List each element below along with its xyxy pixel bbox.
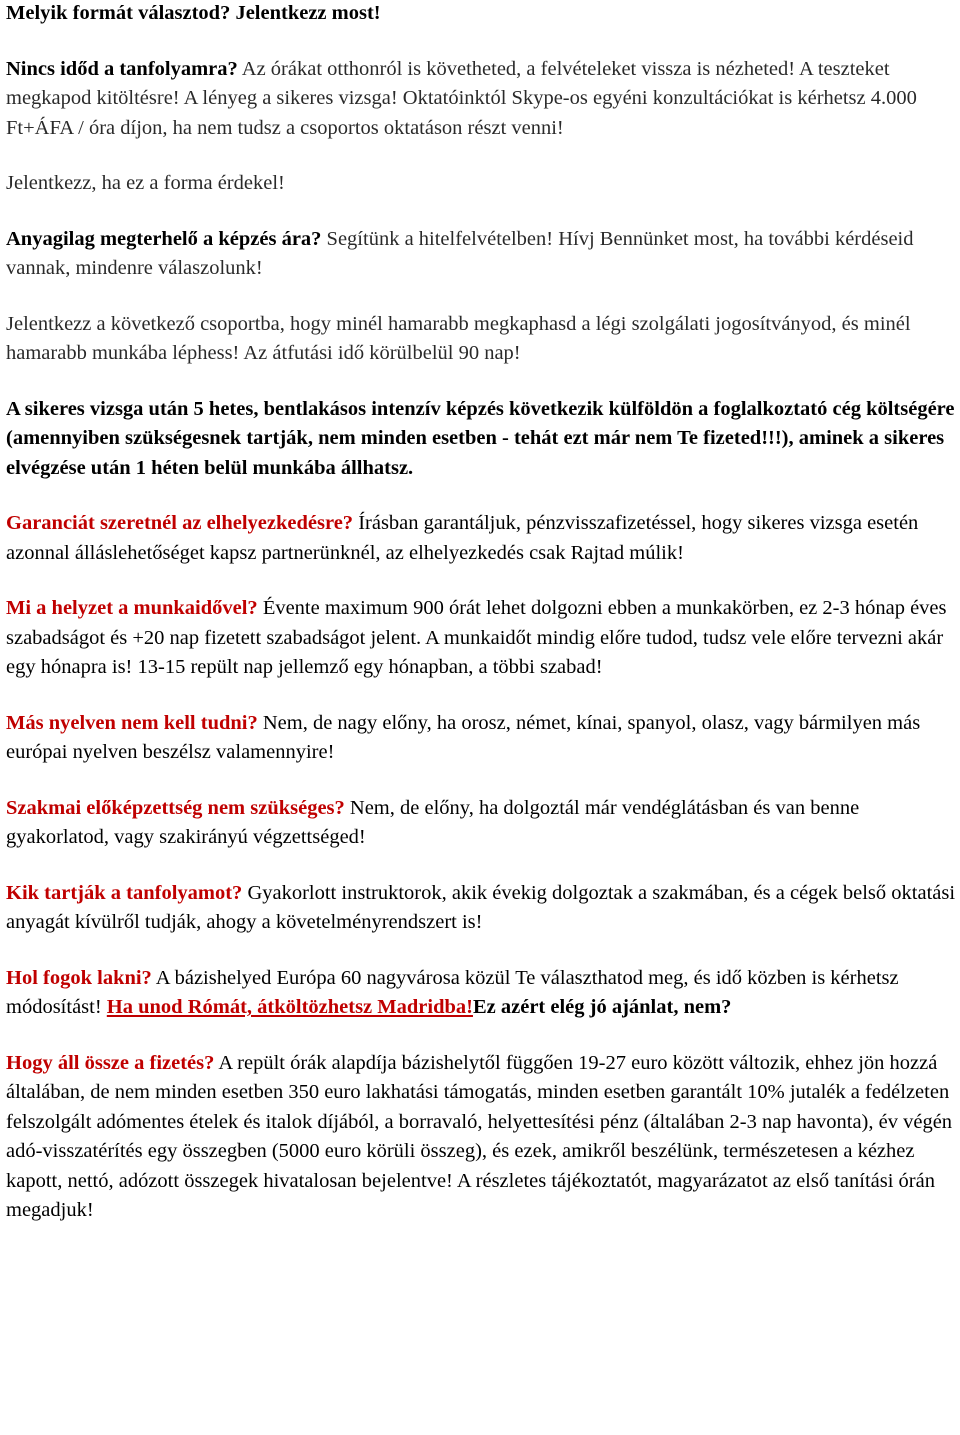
paragraph-salary [6, 1049, 960, 1226]
text-span: A sikeres vizsga után 5 hetes, bentlakásos intenzív képzés következik külföldön a foglalkoztató cég költségére (amennyiben szükségesnek tartják, nem minden esetben - tehát ezt már nem Te fizeted!!!), aminek a sikeres elvégzése után 1 héten belül munkába állhatsz. [6, 397, 955, 479]
document-body [6, 0, 960, 1226]
paragraph-instructors [6, 879, 960, 938]
paragraph-working-hours [6, 594, 960, 683]
question-highlight: Hogy áll össze a fizetés? [6, 1051, 215, 1074]
highlight-underlined-text: Ha unod Rómát, átköltözhetsz Madridba! [106, 996, 473, 1018]
text-span: Írásban garantáljuk, pénzvisszafizetéssel, hogy sikeres vizsga esetén azonnal álláslehetőséget kapsz partnerünknél, az elhelyezkedés csak Rajtad múlik! [6, 512, 919, 564]
text-span: Nem, de nagy előny, ha orosz, német, kínai, spanyol, olasz, vagy bármilyen más európai nyelven beszélsz valamennyire! [6, 711, 921, 763]
paragraph-apply-format [6, 169, 960, 199]
question-highlight: Kik tartják a tanfolyamot? [6, 881, 243, 904]
paragraph-languages [6, 709, 960, 768]
text-span: A repült órák alapdíja bázishelytől függően 19-27 euro között változik, ehhez jön hozzá általában, de nem minden esetben 350 euro lakhatási támogatás, minden esetben garantált 10% jutalék a fedélzeten felszolgált adómentes ételek és italok díjából, a borravaló, helyettesítési pénz (általában 2-3 nap havonta), év végén adó-visszatérítés egy összegben (5000 euro körüli összeg), és ezek, amikről beszélünk, természetesen a kézhez kapott, nettó, adózott összegek hivatalosan bejelentve! A részletes tájékoztatót, magyarázatot az első tanítási órán megadjuk! [6, 1051, 953, 1221]
text-span: A bázishelyed Európa 60 nagyvárosa közül Te választhatod meg, és idő közben is kérhetsz módosítást! [6, 966, 899, 1018]
paragraph-intensive-training [6, 395, 960, 484]
text-span: Jelentkezz a következő csoportba, hogy minél hamarabb megkaphasd a légi szolgálati jogosítványod, és minél hamarabb munkába léphess! Az átfutási idő körülbelül 90 nap! [6, 312, 911, 364]
question-highlight: Szakmai előképzettség nem szükséges? [6, 796, 345, 819]
paragraph-accommodation [6, 964, 960, 1023]
text-span: Az órákat otthonról is követheted, a felvételeket vissza is nézheted! A teszteket megkapod kitöltésre! A lényeg a sikeres vizsga! Oktatóinktól Skype-os egyéni konzultációkat is kérhetsz 4.000 Ft+ÁFA / óra díjon, ha nem tudsz a csoportos oktatáson részt venni! [6, 57, 917, 139]
paragraph-prior-qualification [6, 794, 960, 853]
text-span: Nincs időd a tanfolyamra? [6, 57, 238, 80]
text-span: Évente maximum 900 órát lehet dolgozni ebben a munkakörben, ez 2-3 hónap éves szabadságot és +20 nap fizetett szabadságot jelent. A munkaidőt mindig előre tudod, tudsz vele előre tervezni akár egy hónapra is! 13-15 repült nap jellemző egy hónapban, a többi szabad! [6, 597, 947, 678]
question-highlight: Garanciát szeretnél az elhelyezkedésre? [6, 512, 354, 534]
paragraph-next-group [6, 310, 960, 369]
text-span: Nem, de előny, ha dolgoztál már vendéglátásban és van benne gyakorlatod, vagy szakirányú végzettséged! [6, 796, 860, 848]
text-span: Segítünk a hitelfelvételben! Hívj Bennünket most, ha további kérdéseid vannak, mindenre válaszolunk! [6, 227, 914, 279]
paragraph-guarantee [6, 509, 960, 568]
question-highlight: Hol fogok lakni? [6, 966, 152, 989]
heading-choose-format [6, 0, 960, 29]
question-highlight: Mi a helyzet a munkaidővel? [6, 597, 258, 619]
text-span: Gyakorlott instruktorok, akik évekig dolgoztak a szakmában, és a cégek belső oktatási anyagát kívülről tudják, ahogy a követelményrendszert is! [6, 881, 956, 933]
paragraph-loan-help [6, 225, 960, 284]
text-span: Melyik formát választod? Jelentkezz most! [6, 2, 381, 24]
text-span: Anyagilag megterhelő a képzés ára? [6, 227, 322, 250]
text-span: Ez azért elég jó ajánlat, nem? [472, 996, 732, 1018]
question-highlight: Más nyelven nem kell tudni? [6, 711, 258, 734]
paragraph-online-course [6, 55, 960, 144]
text-span: Jelentkezz, ha ez a forma érdekel! [6, 172, 285, 194]
